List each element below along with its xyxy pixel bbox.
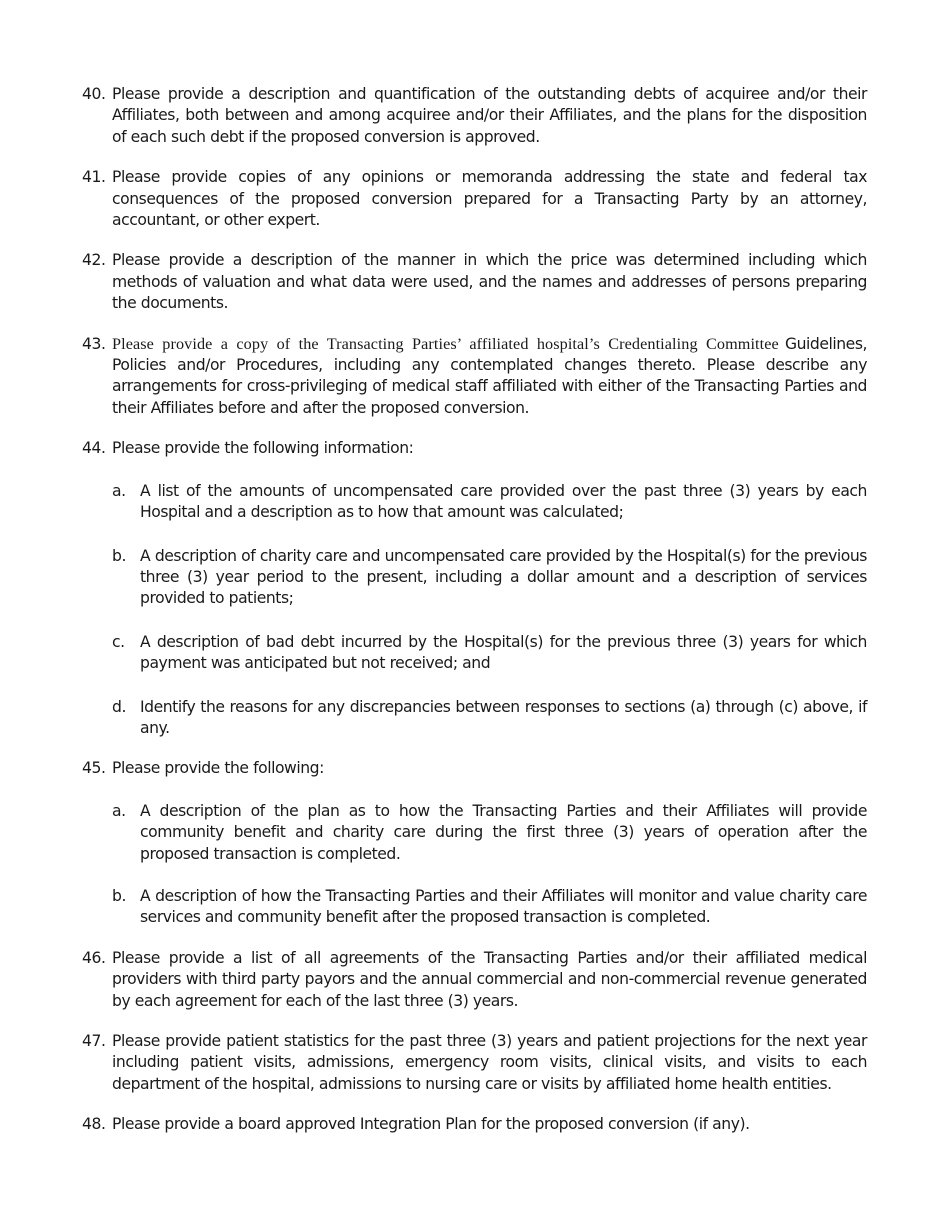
sub-question-list [112, 801, 867, 929]
sub-question-letter: b. [112, 886, 126, 905]
question-43 [82, 334, 867, 420]
sub-question-44b [112, 546, 867, 610]
question-number: 43. [82, 334, 106, 353]
sub-question-45a [112, 801, 867, 865]
sub-question-list [112, 481, 867, 740]
question-text: Please provide the following information: [112, 439, 414, 458]
sub-question-44a [112, 481, 867, 524]
question-text: Please provide a description and quantification of the outstanding debts of acquiree and/or their Affiliates, both between and among acquiree and/or their Affiliates, and the plans for the disposition of each such debt if the proposed conversion is approved. [112, 85, 867, 146]
question-47 [82, 1031, 867, 1095]
question-text: Please provide a board approved Integration Plan for the proposed conversion (if any). [112, 1115, 750, 1134]
question-number: 48. [82, 1115, 106, 1134]
sub-question-text: A description of charity care and uncompensated care provided by the Hospital(s) for the previous three (3) year period to the present, including a dollar amount and a description of services provided to patients; [140, 546, 867, 608]
question-number: 45. [82, 759, 106, 778]
question-42 [82, 250, 867, 314]
question-46 [82, 948, 867, 1012]
question-41 [82, 167, 867, 231]
sub-question-letter: d. [112, 697, 126, 716]
question-text: Please provide copies of any opinions or memoranda addressing the state and federal tax consequences of the proposed conversion prepared for a Transacting Party by an attorney, accountant, or other expert. [112, 168, 867, 230]
question-text-rest: Guidelines, Policies and/or Procedures, including any contemplated changes thereto. Please describe any arrangements for cross-privileging of medical staff affiliated with either of the Transacting Parties and their Affiliates before and after the proposed conversion. [112, 334, 868, 417]
question-text-serif-line: Please provide a copy of the Transacting Parties’ affiliated hospital’s Credentialing Committee [112, 334, 779, 353]
question-number: 42. [82, 251, 106, 270]
question-text: Please provide a list of all agreements of the Transacting Parties and/or their affiliated medical providers with third party payors and the annual commercial and non-commercial revenue generated by each agreement for each of the last three (3) years. [112, 948, 867, 1010]
question-number: 46. [82, 948, 106, 967]
sub-question-44d [112, 697, 867, 740]
question-list [82, 84, 867, 1155]
sub-question-44c [112, 632, 867, 675]
question-number: 47. [82, 1032, 106, 1050]
sub-question-text: A description of the plan as to how the Transacting Parties and their Affiliates will provide community benefit and charity care during the first three (3) years of operation after the proposed transaction is completed. [140, 801, 867, 863]
question-44 [82, 438, 867, 739]
sub-question-text: A description of how the Transacting Parties and their Affiliates will monitor and value charity care services and community benefit after the proposed transaction is completed. [140, 886, 867, 927]
question-text: Please provide a description of the manner in which the price was determined including which methods of valuation and what data were used, and the names and addresses of persons preparing the documents. [112, 251, 867, 313]
question-45 [82, 758, 867, 928]
sub-question-text: A list of the amounts of uncompensated care provided over the past three (3) years by each Hospital and a description as to how that amount was calculated; [140, 481, 867, 522]
question-number: 40. [82, 85, 106, 103]
sub-question-45b [112, 886, 867, 929]
question-text: Please provide the following: [112, 759, 324, 778]
sub-question-text: Identify the reasons for any discrepancies between responses to sections (a) through (c) above, if any. [140, 697, 867, 737]
question-number: 44. [82, 439, 106, 458]
question-48 [82, 1114, 867, 1135]
sub-question-text: A description of bad debt incurred by the Hospital(s) for the previous three (3) years for which payment was anticipated but not received; and [140, 632, 867, 673]
question-number: 41. [82, 168, 106, 187]
sub-question-letter: b. [112, 546, 126, 565]
question-text: Please provide patient statistics for the past three (3) years and patient projections for the next year including patient visits, admissions, emergency room visits, clinical visits, and visits to each department of the hospital, admissions to nursing care or visits by affiliated home health entities. [112, 1032, 867, 1093]
sub-question-letter: a. [112, 801, 126, 820]
question-text [112, 334, 867, 420]
question-40 [82, 84, 867, 148]
sub-question-letter: a. [112, 481, 126, 500]
sub-question-letter: c. [112, 632, 125, 651]
